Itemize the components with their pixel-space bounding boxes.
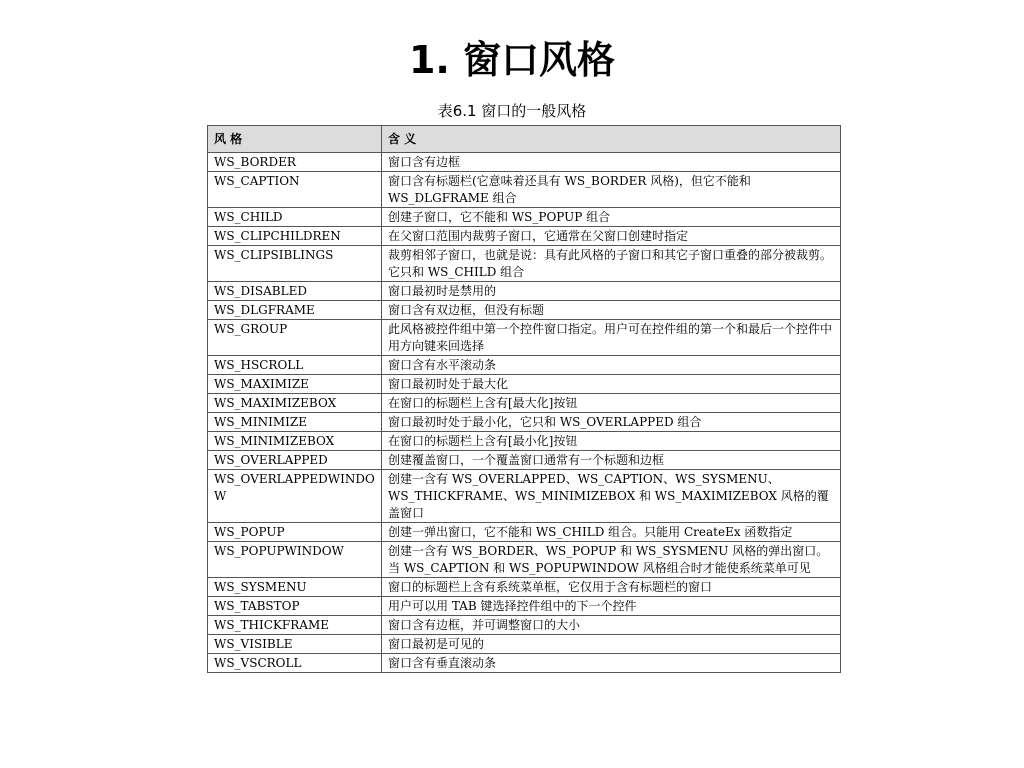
style-meaning-cell: 在父窗口范围内裁剪子窗口，它通常在父窗口创建时指定: [382, 227, 841, 246]
table-row: [208, 470, 841, 523]
table-row: [208, 246, 841, 282]
style-name-cell: WS_CLIPCHILDREN: [208, 227, 382, 246]
table-row: [208, 578, 841, 597]
style-meaning-cell: 窗口的标题栏上含有系统菜单框，它仅用于含有标题栏的窗口: [382, 578, 841, 597]
table-row: [208, 375, 841, 394]
style-name-cell: WS_POPUP: [208, 523, 382, 542]
table-row: [208, 523, 841, 542]
style-meaning-cell: 窗口最初时处于最小化，它只和 WS_OVERLAPPED 组合: [382, 413, 841, 432]
style-meaning-cell: 窗口含有边框，并可调整窗口的大小: [382, 616, 841, 635]
table-row: [208, 616, 841, 635]
table-row: [208, 394, 841, 413]
slide-title: 1. 窗口风格: [408, 38, 616, 82]
table-row: [208, 413, 841, 432]
style-name-cell: WS_VISIBLE: [208, 635, 382, 654]
table-row: [208, 654, 841, 673]
style-name-cell: WS_MAXIMIZEBOX: [208, 394, 382, 413]
style-name-cell: WS_GROUP: [208, 320, 382, 356]
style-name-cell: WS_CAPTION: [208, 172, 382, 208]
style-name-cell: WS_THICKFRAME: [208, 616, 382, 635]
style-meaning-cell: 窗口最初时处于最大化: [382, 375, 841, 394]
style-meaning-cell: 在窗口的标题栏上含有[最小化]按钮: [382, 432, 841, 451]
table-row: [208, 542, 841, 578]
style-meaning-cell: 创建一弹出窗口，它不能和 WS_CHILD 组合。只能用 CreateEx 函数指定: [382, 523, 841, 542]
style-meaning-cell: 窗口含有边框: [382, 153, 841, 172]
window-styles-table: [207, 125, 841, 673]
style-name-cell: WS_DISABLED: [208, 282, 382, 301]
style-name-cell: WS_POPUPWINDOW: [208, 542, 382, 578]
table-row: [208, 451, 841, 470]
table-row: [208, 635, 841, 654]
table-header-row: [208, 126, 841, 153]
table-row: [208, 282, 841, 301]
style-meaning-cell: 窗口最初时是禁用的: [382, 282, 841, 301]
style-name-cell: WS_DLGFRAME: [208, 301, 382, 320]
table-row: [208, 597, 841, 616]
style-name-cell: WS_OVERLAPPED: [208, 451, 382, 470]
style-name-cell: WS_HSCROLL: [208, 356, 382, 375]
style-meaning-cell: 创建一含有 WS_BORDER、WS_POPUP 和 WS_SYSMENU 风格的弹出窗口。当 WS_CAPTION 和 WS_POPUPWINDOW 风格组合时才能使系统菜单可见: [382, 542, 841, 578]
style-name-cell: WS_MAXIMIZE: [208, 375, 382, 394]
style-name-cell: WS_SYSMENU: [208, 578, 382, 597]
style-meaning-cell: 裁剪相邻子窗口，也就是说：具有此风格的子窗口和其它子窗口重叠的部分被裁剪。它只和 WS_CHILD 组合: [382, 246, 841, 282]
style-meaning-cell: 此风格被控件组中第一个控件窗口指定。用户可在控件组的第一个和最后一个控件中用方向键来回选择: [382, 320, 841, 356]
style-meaning-cell: 创建一含有 WS_OVERLAPPED、WS_CAPTION、WS_SYSMENU、WS_THICKFRAME、WS_MINIMIZEBOX 和 WS_MAXIMIZEBOX 风格的覆盖窗口: [382, 470, 841, 523]
style-meaning-cell: 窗口含有双边框，但没有标题: [382, 301, 841, 320]
table-row: [208, 301, 841, 320]
table-row: [208, 432, 841, 451]
style-meaning-cell: 用户可以用 TAB 键选择控件组中的下一个控件: [382, 597, 841, 616]
style-meaning-cell: 在窗口的标题栏上含有[最大化]按钮: [382, 394, 841, 413]
table-row: [208, 227, 841, 246]
style-name-cell: WS_CHILD: [208, 208, 382, 227]
style-name-cell: WS_MINIMIZE: [208, 413, 382, 432]
style-meaning-cell: 创建子窗口，它不能和 WS_POPUP 组合: [382, 208, 841, 227]
table-row: [208, 320, 841, 356]
table-row: [208, 208, 841, 227]
style-name-cell: WS_MINIMIZEBOX: [208, 432, 382, 451]
style-meaning-cell: 窗口含有垂直滚动条: [382, 654, 841, 673]
style-meaning-cell: 窗口最初是可见的: [382, 635, 841, 654]
style-name-cell: WS_VSCROLL: [208, 654, 382, 673]
table-row: [208, 153, 841, 172]
style-meaning-cell: 窗口含有水平滚动条: [382, 356, 841, 375]
style-meaning-cell: 创建覆盖窗口，一个覆盖窗口通常有一个标题和边框: [382, 451, 841, 470]
table-caption: 表6.1 窗口的一般风格: [437, 102, 587, 120]
column-header-meaning: 含 义: [382, 126, 841, 153]
table-row: [208, 172, 841, 208]
style-meaning-cell: 窗口含有标题栏(它意味着还具有 WS_BORDER 风格)，但它不能和 WS_DLGFRAME 组合: [382, 172, 841, 208]
style-name-cell: WS_CLIPSIBLINGS: [208, 246, 382, 282]
column-header-style: 风 格: [208, 126, 382, 153]
style-name-cell: WS_BORDER: [208, 153, 382, 172]
style-name-cell: WS_TABSTOP: [208, 597, 382, 616]
table-row: [208, 356, 841, 375]
style-name-cell: WS_OVERLAPPEDWINDOW: [208, 470, 382, 523]
